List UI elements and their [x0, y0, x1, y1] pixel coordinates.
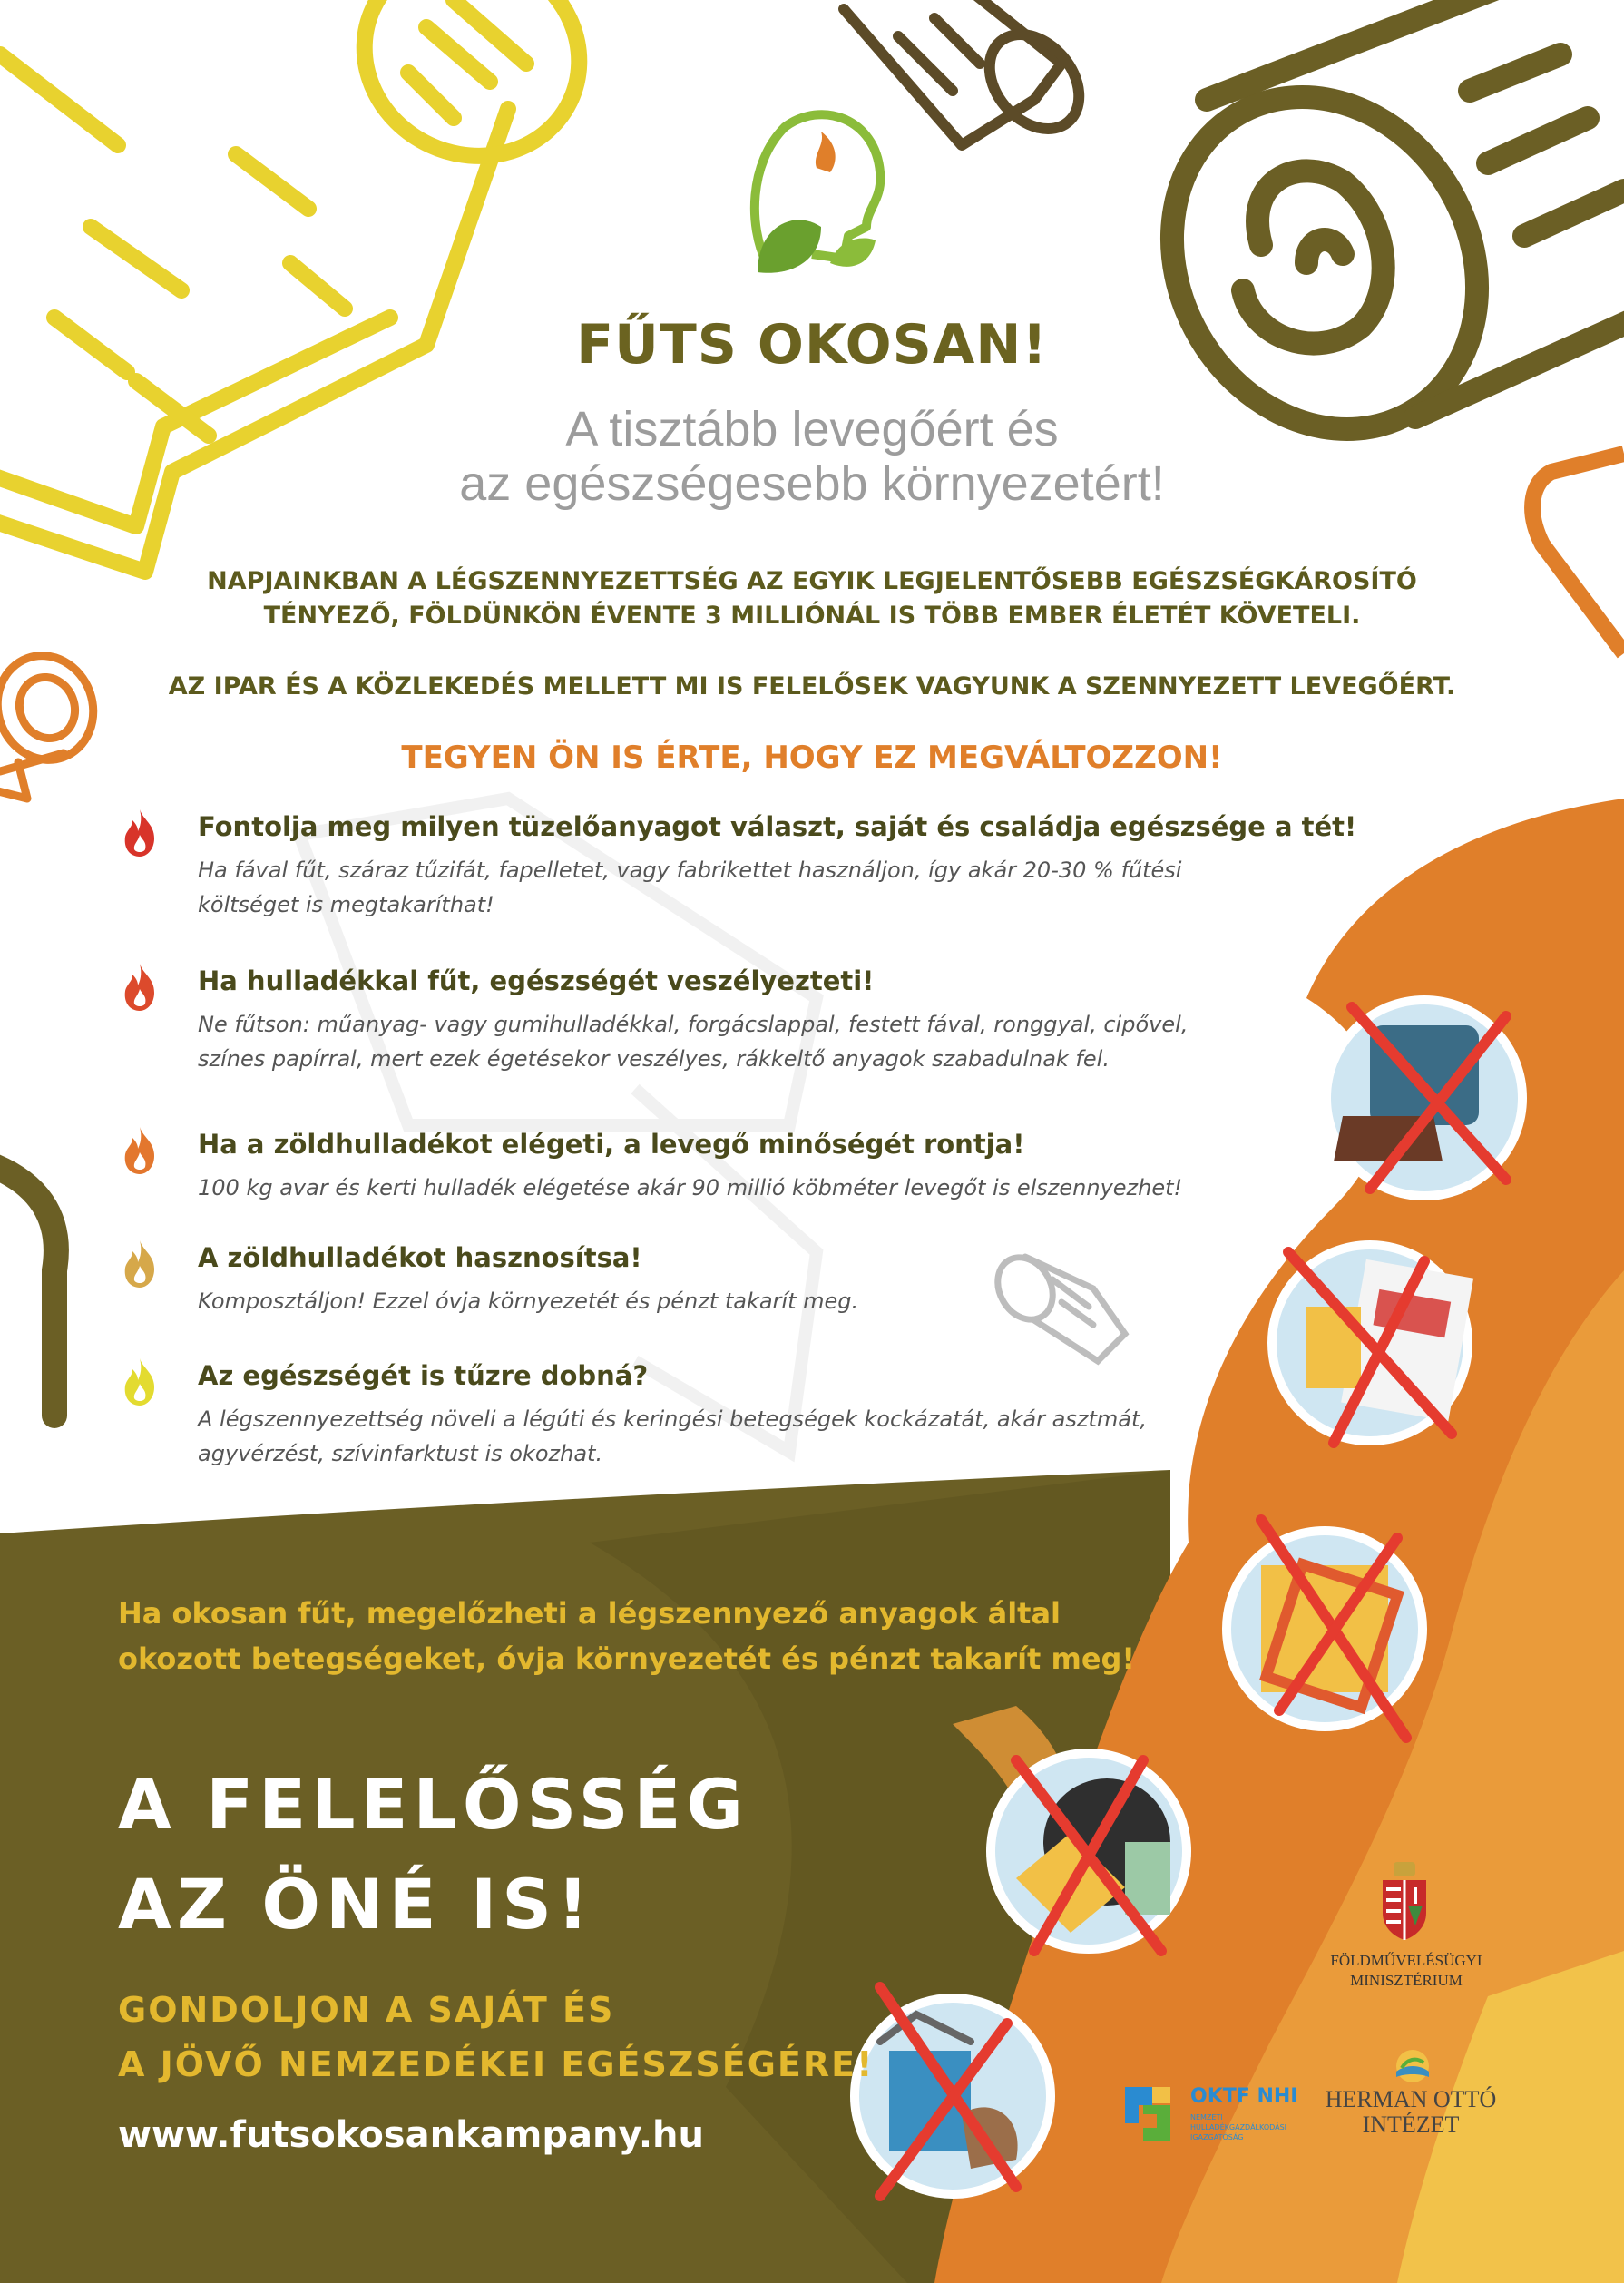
call-to-action: TEGYEN ÖN IS ÉRTE, HOGY EZ MEGVÁLTOZZON!	[401, 740, 1223, 776]
oktf-nhi-logo-icon	[1116, 2078, 1179, 2151]
ministry-logo-text	[1297, 1951, 1515, 1991]
ministry-line: MINISZTÉRIUM	[1350, 1972, 1463, 1989]
description-line: Komposztáljon! Ezzel óvja környezetét és pénzt takarít meg.	[198, 1288, 859, 1314]
flame-icon	[118, 808, 161, 858]
description-line: agyvérzést, szívinfarktust is okozhat.	[198, 1441, 603, 1466]
responsibility-text: AZ IPAR ÉS A KÖZLEKEDÉS MELLETT MI IS FELELŐSEK VAGYUNK A SZENNYEZETT LEVEGŐÉRT.	[168, 672, 1456, 701]
description-line: A légszennyezettség növeli a légúti és keringési betegségek kockázatát, akár asztmát,	[198, 1406, 1147, 1432]
prevention-line: okozott betegségeket, óvja környezetét és pénzt takarít meg!	[118, 1641, 1136, 1676]
headline-line: A FELELŐSSÉG	[118, 1764, 748, 1845]
headline-line: AZ ÖNÉ IS!	[118, 1864, 594, 1945]
subheadline-line: GONDOLJON A SAJÁT ÉS	[118, 1990, 615, 2030]
item-title: Ha a zöldhulladékot elégeti, a levegő minőségét rontja!	[198, 1129, 1025, 1160]
prevention-text	[118, 1591, 1161, 1681]
description-line: Ne fűtson: műanyag- vagy gumihulladékkal, forgácslappal, festett fával, ronggyal, cipővel,	[198, 1012, 1189, 1037]
item-description	[198, 853, 1377, 922]
oktf-sub-line: HULLADÉKGAZDÁLKODÁSI	[1190, 2123, 1287, 2131]
flame-icon	[118, 1239, 161, 1289]
oktf-nhi-logo-text: OKTF NHI	[1190, 2085, 1298, 2108]
intro-line: NAPJAINKBAN A LÉGSZENNYEZETTSÉG AZ EGYIK LEGJELENTŐSEBB EGÉSZSÉGKÁROSÍTÓ	[207, 567, 1417, 595]
oktf-nhi-subtext	[1190, 2112, 1286, 2142]
herman-otto-line: HERMAN OTTÓ	[1325, 2086, 1497, 2112]
item-description	[198, 1284, 1377, 1318]
hungarian-coat-of-arms-icon	[1377, 1860, 1432, 1942]
flame-icon	[118, 1357, 161, 1407]
herman-otto-logo-text	[1320, 2087, 1502, 2138]
item-description	[198, 1171, 1377, 1205]
tagline-line: az egészségesebb környezetért!	[459, 456, 1165, 511]
prevention-line: Ha okosan fűt, megelőzheti a légszennyező anyagok által	[118, 1596, 1061, 1631]
item-description	[198, 1007, 1377, 1076]
ministry-line: FÖLDMŰVELÉSÜGYI	[1330, 1952, 1482, 1969]
item-title: Ha hulladékkal fűt, egészségét veszélyezteti!	[198, 965, 875, 996]
oktf-sub-line: NEMZETI	[1190, 2113, 1223, 2121]
oktf-sub-line: IGAZGATÓSÁG	[1190, 2133, 1244, 2141]
description-line: Ha fával fűt, száraz tűzifát, fapelletet, vagy fabrikettet használjon, így akár 20-30 % fűtési	[198, 857, 1182, 883]
campaign-website-link[interactable]: www.futsokosankampany.hu	[118, 2114, 704, 2156]
description-line: színes papírral, mert ezek égetésekor veszélyes, rákkeltő anyagok szabadulnak fel.	[198, 1046, 1110, 1072]
item-title: A zöldhulladékot hasznosítsa!	[198, 1242, 642, 1273]
description-line: 100 kg avar és kerti hulladék elégetése akár 90 millió köbméter levegőt is elszennyezhet!	[198, 1175, 1183, 1200]
subheadline-line: A JÖVŐ NEMZEDÉKEI EGÉSZSÉGÉRE!	[118, 2044, 875, 2084]
flame-icon	[118, 962, 161, 1013]
intro-line: TÉNYEZŐ, FÖLDÜNKÖN ÉVENTE 3 MILLIÓNÁL IS TÖBB EMBER ÉLETÉT KÖVETELI.	[263, 602, 1361, 630]
flame-icon	[118, 1125, 161, 1176]
tagline-line: A tisztább levegőért és	[565, 402, 1059, 456]
campaign-title: FŰTS OKOSAN!	[576, 313, 1048, 377]
item-title: Az egészségét is tűzre dobná?	[198, 1360, 649, 1391]
subheadline	[118, 1983, 874, 2092]
item-description	[198, 1402, 1377, 1471]
item-title: Fontolja meg milyen tüzelőanyagot választ, saját és családja egészsége a tét!	[198, 811, 1357, 842]
headline	[118, 1755, 748, 1955]
description-line: költséget is megtakaríthat!	[198, 892, 494, 917]
herman-otto-logo-icon	[1393, 2046, 1433, 2086]
tagline	[0, 402, 1624, 511]
herman-otto-line: INTÉZET	[1362, 2112, 1460, 2138]
campaign-logo-icon	[730, 91, 894, 290]
intro-text	[0, 564, 1624, 633]
